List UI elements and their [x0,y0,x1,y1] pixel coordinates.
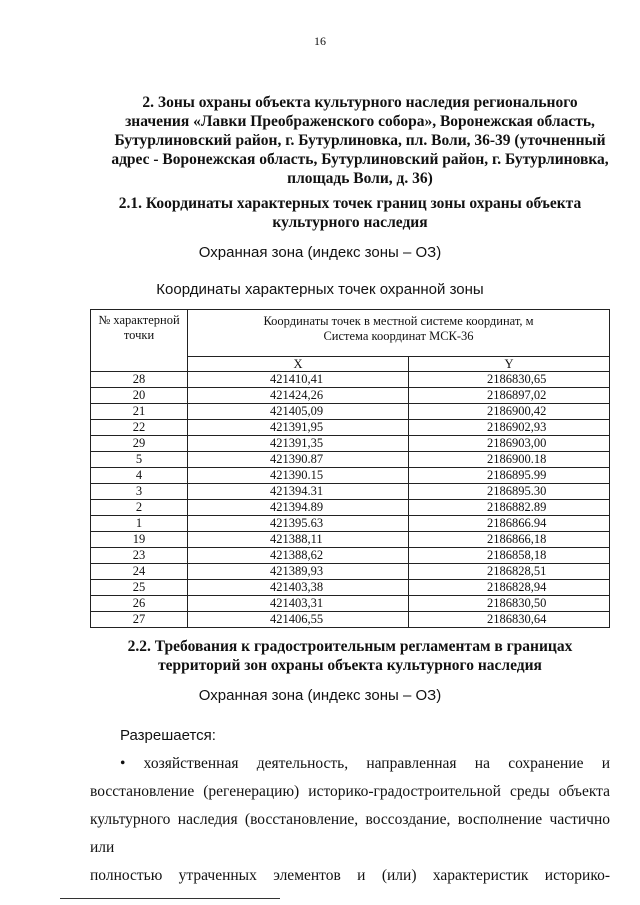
point-number-header: № характерной точки [91,310,188,372]
coordinates-table [90,309,610,628]
table-row [91,500,610,516]
bottom-rule [60,898,280,899]
x-value: 421390.87 [188,452,409,468]
point-number: 5 [91,452,188,468]
section-2-1-heading [90,194,610,232]
y-value: 2186895.30 [409,484,610,500]
table-row [91,580,610,596]
point-number: 3 [91,484,188,500]
heading-line: культурного наследия [272,214,428,231]
section-2-heading [100,93,620,188]
x-value: 421388,11 [188,532,409,548]
point-number: 26 [91,596,188,612]
table-row [91,516,610,532]
y-value: 2186900.18 [409,452,610,468]
y-value: 2186902,93 [409,420,610,436]
y-value: 2186828,94 [409,580,610,596]
x-value: 421390.15 [188,468,409,484]
x-value: 421403,31 [188,596,409,612]
heading-line: адрес - Воронежская область, Бутурлиновский район, г. Бутурлиновка, [111,151,609,168]
table-row [91,596,610,612]
y-value: 2186903,00 [409,436,610,452]
x-column-header: X [188,357,409,372]
table-row [91,388,610,404]
y-value: 2186895.99 [409,468,610,484]
table-row [91,532,610,548]
x-value: 421394.89 [188,500,409,516]
heading-line: значения «Лавки Преображенского собора», Воронежская область, [125,113,595,130]
x-value: 421395.63 [188,516,409,532]
point-number: 22 [91,420,188,436]
table-row [91,436,610,452]
table-row [91,484,610,500]
paragraph-line: культурного наследия (восстановление, воссоздание, восполнение частично или [90,811,610,856]
y-value: 2186830,65 [409,372,610,388]
table-row [91,404,610,420]
section-2-2-heading [90,637,610,675]
point-number: 23 [91,548,188,564]
y-value: 2186866.94 [409,516,610,532]
zone-label: Охранная зона (индекс зоны – ОЗ) [198,244,442,261]
y-value: 2186866,18 [409,532,610,548]
bullet-paragraph [90,750,610,890]
x-value: 421391,35 [188,436,409,452]
heading-line: 2.1. Координаты характерных точек границ зоны охраны объекта [118,195,582,212]
x-value: 421410,41 [188,372,409,388]
point-number: 29 [91,436,188,452]
y-value: 2186897,02 [409,388,610,404]
allowed-label: Разрешается: [120,727,216,744]
paragraph-line: • хозяйственная деятельность, направленная на сохранение и [120,755,610,772]
paragraph-line: восстановление (регенерацию) историко-градостроительной среды объекта [90,783,610,800]
y-value: 2186900,42 [409,404,610,420]
y-value: 2186882.89 [409,500,610,516]
heading-line: Бутурлиновский район, г. Бутурлиновка, пл. Воли, 36-39 (уточненный [114,132,606,149]
zone-label-2: Охранная зона (индекс зоны – ОЗ) [198,687,442,704]
paragraph-line: полностью утраченных элементов и (или) характеристик историко- [90,867,610,884]
table-row [91,420,610,436]
heading-line: территорий зон охраны объекта культурного наследия [158,657,542,674]
point-number: 1 [91,516,188,532]
table-row [91,564,610,580]
y-value: 2186828,51 [409,564,610,580]
table-row [91,548,610,564]
x-value: 421391,95 [188,420,409,436]
table-row [91,452,610,468]
point-number: 21 [91,404,188,420]
heading-line: 2. Зоны охраны объекта культурного наследия регионального [142,94,578,111]
y-value: 2186858,18 [409,548,610,564]
point-number: 2 [91,500,188,516]
x-value: 421394.31 [188,484,409,500]
x-value: 421403,38 [188,580,409,596]
table-row [91,372,610,388]
x-value: 421389,93 [188,564,409,580]
table-row [91,468,610,484]
coordinate-system-header: Координаты точек в местной системе координат, м Система координат МСК-36 [188,310,610,357]
table-row [91,612,610,628]
heading-line: площадь Воли, д. 36) [287,170,433,187]
x-value: 421406,55 [188,612,409,628]
heading-line: 2.2. Требования к градостроительным регламентам в границах [127,638,573,655]
point-number: 25 [91,580,188,596]
y-column-header: Y [409,357,610,372]
point-number: 24 [91,564,188,580]
x-value: 421405,09 [188,404,409,420]
x-value: 421424,26 [188,388,409,404]
x-value: 421388,62 [188,548,409,564]
y-value: 2186830,50 [409,596,610,612]
point-number: 20 [91,388,188,404]
point-number: 27 [91,612,188,628]
page-number: 16 [314,34,326,48]
coordinates-title: Координаты характерных точек охранной зоны [156,281,484,298]
point-number: 4 [91,468,188,484]
point-number: 28 [91,372,188,388]
y-value: 2186830,64 [409,612,610,628]
point-number: 19 [91,532,188,548]
